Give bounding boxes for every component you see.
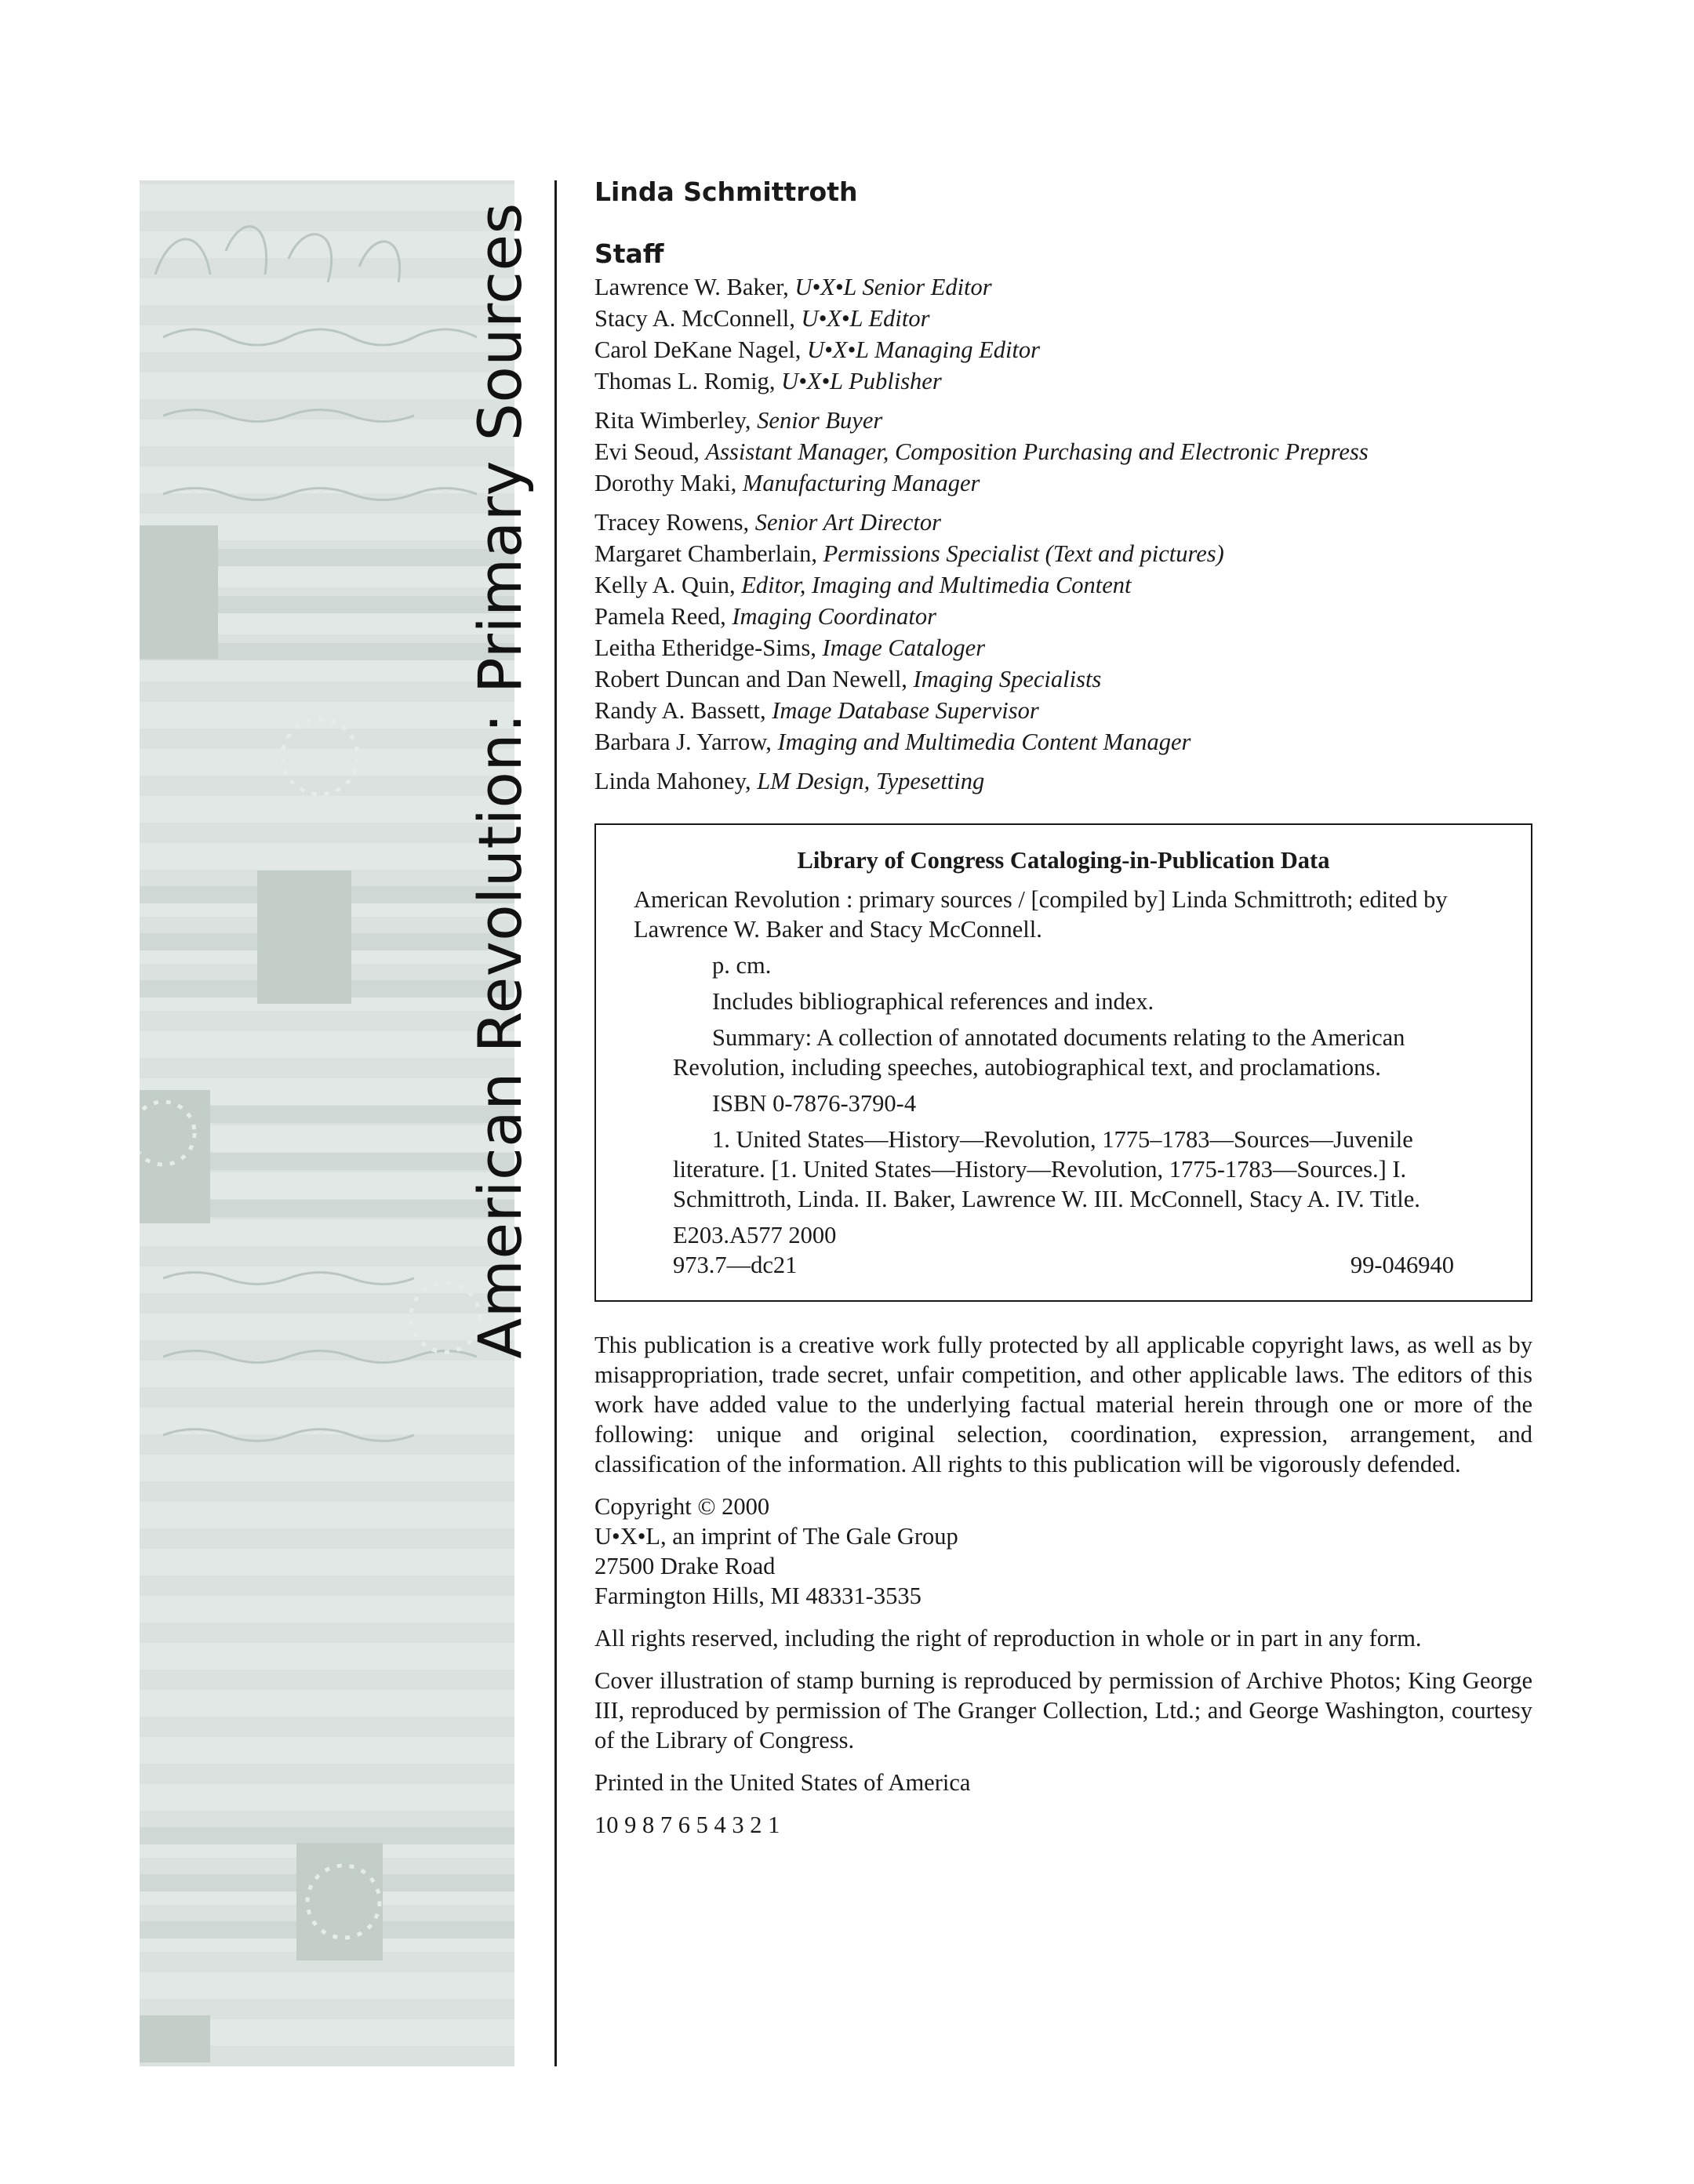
staff-role: U•X•L Senior Editor bbox=[794, 274, 992, 300]
staff-role: Assistant Manager, Composition Purchasing and Electronic Prepress bbox=[705, 438, 1369, 465]
staff-group-gap bbox=[594, 758, 1536, 765]
cip-data-box bbox=[594, 823, 1532, 1302]
cip-summary: Summary: A collection of annotated documents relating to the American Revolution, including speeches, autobiographical text, and proclamations. bbox=[673, 1024, 1405, 1081]
book-title-vertical: American Revolution: Primary Sources bbox=[464, 202, 535, 1359]
vertical-divider bbox=[554, 180, 557, 2066]
staff-member: Stacy A. McConnell, U•X•L Editor bbox=[594, 305, 930, 332]
staff-member: Kelly A. Quin, Editor, Imaging and Multimedia Content bbox=[594, 572, 1132, 598]
cip-lccn: 99-046940 bbox=[1350, 1252, 1454, 1278]
page-content bbox=[594, 171, 1536, 1852]
staff-heading: Staff bbox=[594, 238, 664, 269]
staff-member: Thomas L. Romig, U•X•L Publisher bbox=[594, 368, 942, 394]
legal-section bbox=[594, 1330, 1532, 1840]
cip-subjects: 1. United States—History—Revolution, 1775–1783—Sources—Juvenile literature. [1. United States—History—Revolution, 1775-1783—Sources.] I. Schmittroth, Linda. II. Baker, Lawrence W. III. McConnell, Stacy A. IV. Title. bbox=[673, 1126, 1420, 1212]
cip-lc-class: E203.A577 2000 bbox=[673, 1222, 837, 1248]
cip-heading: Library of Congress Cataloging-in-Publication Data bbox=[797, 847, 1330, 874]
staff-member: Robert Duncan and Dan Newell, Imaging Specialists bbox=[594, 666, 1102, 692]
author-name: Linda Schmittroth bbox=[594, 176, 858, 207]
staff-role: Image Cataloger bbox=[822, 634, 986, 661]
staff-name: Tracey Rowens bbox=[594, 509, 743, 536]
staff-name: Randy A. Bassett bbox=[594, 697, 760, 724]
side-title bbox=[456, 188, 543, 1372]
printed-notice: Printed in the United States of America bbox=[594, 1769, 971, 1796]
staff-role: Imaging and Multimedia Content Manager bbox=[777, 729, 1191, 755]
staff-member: Margaret Chamberlain, Permissions Specialist (Text and pictures) bbox=[594, 540, 1224, 567]
staff-name: Linda Mahoney bbox=[594, 768, 745, 794]
staff-role: Imaging Coordinator bbox=[732, 603, 937, 630]
publisher-line: U•X•L, an imprint of The Gale Group bbox=[594, 1523, 958, 1550]
staff-role: Image Database Supervisor bbox=[772, 697, 1039, 724]
staff-group-gap bbox=[594, 499, 1536, 507]
staff-role: U•X•L Editor bbox=[801, 305, 930, 332]
printing-line: 10 9 8 7 6 5 4 3 2 1 bbox=[594, 1812, 780, 1838]
staff-name: Stacy A. McConnell bbox=[594, 305, 790, 332]
staff-name: Kelly A. Quin bbox=[594, 572, 729, 598]
address-line: 27500 Drake Road bbox=[594, 1553, 776, 1579]
staff-member: Linda Mahoney, LM Design, Typesetting bbox=[594, 768, 985, 794]
staff-name: Evi Seoud bbox=[594, 438, 694, 465]
cip-dewey: 973.7—dc21 bbox=[673, 1252, 798, 1278]
staff-role: Editor, Imaging and Multimedia Content bbox=[741, 572, 1132, 598]
staff-name: Lawrence W. Baker bbox=[594, 274, 783, 300]
staff-member: Leitha Etheridge-Sims, Image Cataloger bbox=[594, 634, 986, 661]
staff-name: Barbara J. Yarrow bbox=[594, 729, 766, 755]
staff-name: Leitha Etheridge-Sims bbox=[594, 634, 811, 661]
staff-member: Rita Wimberley, Senior Buyer bbox=[594, 407, 883, 434]
staff-role: Manufacturing Manager bbox=[742, 470, 980, 496]
staff-role: Imaging Specialists bbox=[913, 666, 1102, 692]
staff-group-gap bbox=[594, 397, 1536, 405]
staff-role: LM Design, Typesetting bbox=[757, 768, 985, 794]
staff-role: Senior Buyer bbox=[757, 407, 883, 434]
cip-entry: American Revolution : primary sources / [compiled by] Linda Schmittroth; edited by Lawrence W. Baker and Stacy McConnell. bbox=[634, 886, 1448, 943]
protection-notice: This publication is a creative work fully protected by all applicable copyright laws, as well as by misappropriation, trade secret, unfair competition, and other applicable laws. The editors of this work have added value to the underlying factual material herein through one or more of the following: unique and original selection, coordination, expression, arrangement, and classification of the information. All rights to this publication will be vigorously defended. bbox=[594, 1332, 1532, 1477]
staff-member: Evi Seoud, Assistant Manager, Composition Purchasing and Electronic Prepress bbox=[594, 438, 1369, 465]
staff-name: Margaret Chamberlain bbox=[594, 540, 812, 567]
cip-isbn: ISBN 0-7876-3790-4 bbox=[712, 1090, 917, 1117]
staff-member: Carol DeKane Nagel, U•X•L Managing Editor bbox=[594, 336, 1041, 363]
staff-name: Dorothy Maki bbox=[594, 470, 731, 496]
staff-name: Thomas L. Romig bbox=[594, 368, 769, 394]
staff-list bbox=[594, 271, 1536, 797]
staff-member: Pamela Reed, Imaging Coordinator bbox=[594, 603, 937, 630]
cover-credits: Cover illustration of stamp burning is reproduced by permission of Archive Photos; King George III, reproduced by permission of The Granger Collection, Ltd.; and George Washington, courtesy of the Library of Congress. bbox=[594, 1667, 1532, 1753]
staff-member: Barbara J. Yarrow, Imaging and Multimedia Content Manager bbox=[594, 729, 1191, 755]
staff-role: U•X•L Managing Editor bbox=[807, 336, 1041, 363]
copyright-line: Copyright © 2000 bbox=[594, 1493, 770, 1520]
cip-pcm: p. cm. bbox=[712, 952, 772, 979]
copyright-block bbox=[594, 1492, 1532, 1611]
staff-name: Robert Duncan and Dan Newell bbox=[594, 666, 902, 692]
staff-name: Carol DeKane Nagel bbox=[594, 336, 795, 363]
staff-member: Dorothy Maki, Manufacturing Manager bbox=[594, 470, 980, 496]
staff-member: Lawrence W. Baker, U•X•L Senior Editor bbox=[594, 274, 992, 300]
cip-includes: Includes bibliographical references and index. bbox=[712, 988, 1154, 1015]
staff-member: Randy A. Bassett, Image Database Supervisor bbox=[594, 697, 1039, 724]
city-line: Farmington Hills, MI 48331-3535 bbox=[594, 1583, 922, 1609]
staff-name: Pamela Reed bbox=[594, 603, 721, 630]
staff-name: Rita Wimberley bbox=[594, 407, 745, 434]
staff-role: Permissions Specialist (Text and pictures) bbox=[823, 540, 1224, 567]
staff-role: U•X•L Publisher bbox=[781, 368, 942, 394]
rights-notice: All rights reserved, including the right of reproduction in whole or in part in any form. bbox=[594, 1625, 1422, 1652]
staff-member: Tracey Rowens, Senior Art Director bbox=[594, 509, 941, 536]
staff-role: Senior Art Director bbox=[754, 509, 941, 536]
cip-call-row bbox=[634, 1250, 1493, 1280]
